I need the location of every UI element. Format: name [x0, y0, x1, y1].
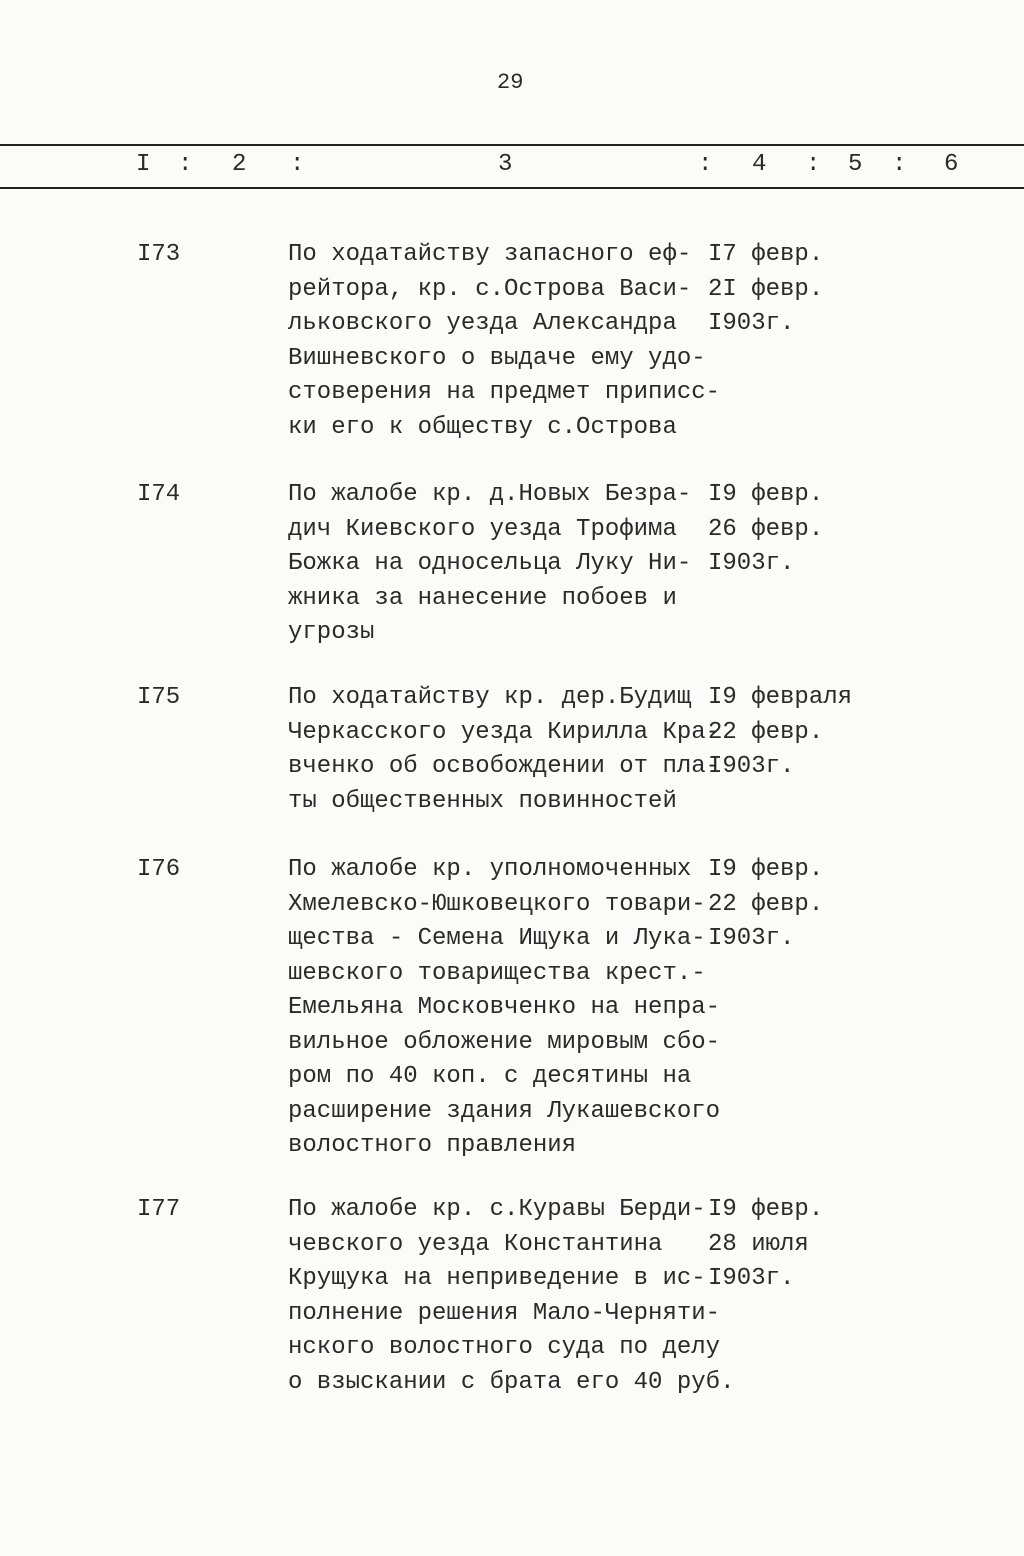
page-number: 29: [497, 70, 524, 95]
description-line: вченко об освобождении от пла-: [288, 753, 721, 780]
date-line: 2I февр.: [708, 275, 824, 303]
description-line: ки его к обществу с.Острова: [288, 413, 677, 441]
description-line: Емельяна Московченко на непра-: [288, 994, 721, 1021]
description-line: о взыскании с брата его 40 руб.: [288, 1368, 735, 1396]
entry-dates: [708, 478, 823, 582]
entry-number: I76: [137, 856, 181, 883]
date-line: 22 февр.: [708, 890, 824, 918]
description-line: По ходатайству запасного еф-: [288, 241, 692, 268]
date-line: I7 февр.: [708, 241, 824, 268]
description-line: нского волостного суда по делу: [288, 1334, 721, 1361]
description-line: шевского товарищества крест.-: [288, 959, 706, 987]
description-line: Божка на односельца Луку Ни-: [288, 550, 692, 577]
date-line: I903г.: [708, 925, 795, 952]
entry-dates: [708, 1193, 823, 1297]
description-line: щества - Семена Ищука и Лука-: [288, 925, 706, 952]
date-line: I903г.: [708, 310, 795, 337]
entry-dates: [708, 681, 852, 785]
description-line: По ходатайству кр. дер.Будищ: [288, 684, 692, 711]
description-line: чевского уезда Константина: [288, 1230, 663, 1258]
description-line: Вишневского о выдаче ему удо-: [288, 344, 706, 372]
column-header-5: 5: [848, 151, 863, 178]
description-line: ты общественных повинностей: [288, 787, 677, 815]
entry-dates: [708, 238, 823, 342]
column-header-1: I: [136, 151, 151, 178]
description-line: полнение решения Мало-Черняти-: [288, 1299, 721, 1327]
description-line: вильное обложение мировым сбо-: [288, 1028, 721, 1056]
description-line: По жалобе кр. д.Новых Безра-: [288, 481, 692, 508]
column-separator: :: [178, 151, 193, 178]
column-header-4: 4: [752, 151, 767, 178]
column-header-3: 3: [498, 151, 513, 178]
date-line: I9 февраля: [708, 684, 853, 711]
description-line: дич Киевского уезда Трофима: [288, 515, 677, 543]
description-line: ром по 40 коп. с десятины на: [288, 1063, 692, 1090]
description-line: расширение здания Лукашевского: [288, 1097, 721, 1125]
description-line: жника за нанесение побоев и: [288, 584, 677, 612]
entry-description: [288, 853, 720, 1164]
description-line: рейтора, кр. с.Острова Васи-: [288, 275, 692, 303]
description-line: По жалобе кр. уполномоченных: [288, 856, 692, 883]
header-top-rule: [0, 144, 1024, 146]
column-header-2: 2: [232, 151, 247, 178]
date-line: I903г.: [708, 753, 795, 780]
date-line: I9 февр.: [708, 481, 824, 508]
entry-number: I73: [137, 241, 181, 268]
column-separator: :: [806, 151, 821, 178]
entry-number: I75: [137, 684, 181, 711]
entry-description: [288, 238, 720, 445]
entry-description: [288, 681, 720, 819]
entry-number: I74: [137, 481, 181, 508]
description-line: волостного правления: [288, 1132, 577, 1159]
description-line: По жалобе кр. с.Куравы Берди-: [288, 1196, 706, 1223]
date-line: 26 февр.: [708, 515, 824, 543]
column-separator: :: [892, 151, 907, 178]
description-line: льковского уезда Александра: [288, 310, 677, 337]
entry-number: I77: [137, 1196, 181, 1223]
column-header-6: 6: [944, 151, 959, 178]
entry-description: [288, 478, 691, 651]
description-line: Крущука на неприведение в ис-: [288, 1265, 706, 1292]
date-line: I9 февр.: [708, 856, 824, 883]
column-separator: :: [698, 151, 713, 178]
date-line: I903г.: [708, 1265, 795, 1292]
entry-description: [288, 1193, 734, 1400]
column-separator: :: [290, 151, 305, 178]
date-line: 22 февр.: [708, 718, 824, 746]
date-line: I903г.: [708, 550, 795, 577]
date-line: 28 июля: [708, 1230, 809, 1258]
description-line: стоверения на предмет приписс-: [288, 379, 721, 406]
date-line: I9 февр.: [708, 1196, 824, 1223]
description-line: угрозы: [288, 619, 375, 646]
description-line: Черкасского уезда Кирилла Кра-: [288, 718, 721, 746]
header-bottom-rule: [0, 187, 1024, 189]
description-line: Хмелевско-Юшковецкого товари-: [288, 890, 706, 918]
entry-dates: [708, 853, 823, 957]
